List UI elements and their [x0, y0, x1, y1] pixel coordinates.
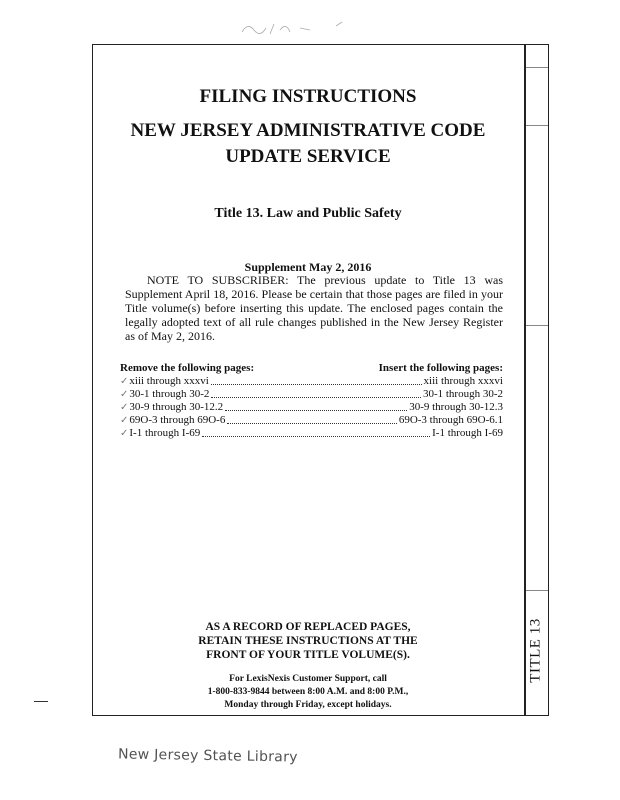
library-stamp: New Jersey State Library [117, 746, 298, 766]
insert-pages: 30-9 through 30-12.3 [409, 401, 503, 413]
table-row [120, 375, 503, 388]
supplement-date: Supplement May 2, 2016 [244, 260, 372, 274]
margin-mark [34, 701, 48, 702]
insert-pages: 69O-3 through 69O-6.1 [398, 414, 503, 426]
table-row [120, 427, 503, 440]
record-notice: AS A RECORD OF REPLACED PAGES, RETAIN THESE INSTRUCTIONS AT THE FRONT OF YOUR TITLE VOLUME(S). [198, 621, 418, 661]
dot-leader [227, 423, 396, 424]
dot-leader [211, 397, 421, 398]
scribble-mark [240, 18, 350, 40]
page-heading: FILING INSTRUCTIONS [199, 86, 417, 107]
insert-pages: I-1 through I-69 [432, 427, 503, 439]
checkmark-icon: ✓ [120, 389, 129, 400]
checkmark-icon: ✓ [120, 376, 129, 387]
remove-pages: 30-9 through 30-12.2 [129, 401, 224, 413]
dot-leader [202, 436, 430, 437]
table-row [120, 401, 503, 414]
table-header [120, 362, 503, 375]
code-title-line2: UPDATE SERVICE [225, 146, 391, 167]
code-title-line1: NEW JERSEY ADMINISTRATIVE CODE [130, 120, 486, 141]
remove-pages: I-1 through I-69 [129, 427, 201, 439]
customer-support-notice: For LexisNexis Customer Support, call 1-800-833-9844 between 8:00 A.M. and 8:00 P.M., Monday through Friday, except holidays. [207, 674, 409, 710]
insert-pages: 30-1 through 30-2 [422, 388, 503, 400]
page-replacement-table [120, 362, 503, 440]
remove-header: Remove the following pages: [120, 362, 255, 374]
insert-header: Insert the following pages: [378, 362, 503, 374]
spine-title-label: TITLE 13 [527, 617, 544, 683]
dot-leader [211, 384, 422, 385]
checkmark-icon: ✓ [120, 415, 129, 426]
dot-leader [225, 410, 407, 411]
checkmark-icon: ✓ [120, 428, 129, 439]
remove-pages: xiii through xxxvi [129, 375, 209, 387]
subscriber-note: NOTE TO SUBSCRIBER: The previous update to Title 13 was Supplement April 18, 2016. Please be certain that those pages are filed in your Title volume(s) before inserting this update. The enclosed pages contain the legally adopted text of all rule changes published in the New Jersey Register as of May 2, 2016. [125, 273, 503, 343]
insert-pages: xiii through xxxvi [423, 375, 503, 387]
remove-pages: 30-1 through 30-2 [129, 388, 210, 400]
checkmark-icon: ✓ [120, 402, 129, 413]
table-row [120, 388, 503, 401]
table-row [120, 414, 503, 427]
remove-pages: 69O-3 through 69O-6 [129, 414, 226, 426]
title-name: Title 13. Law and Public Safety [214, 206, 402, 221]
